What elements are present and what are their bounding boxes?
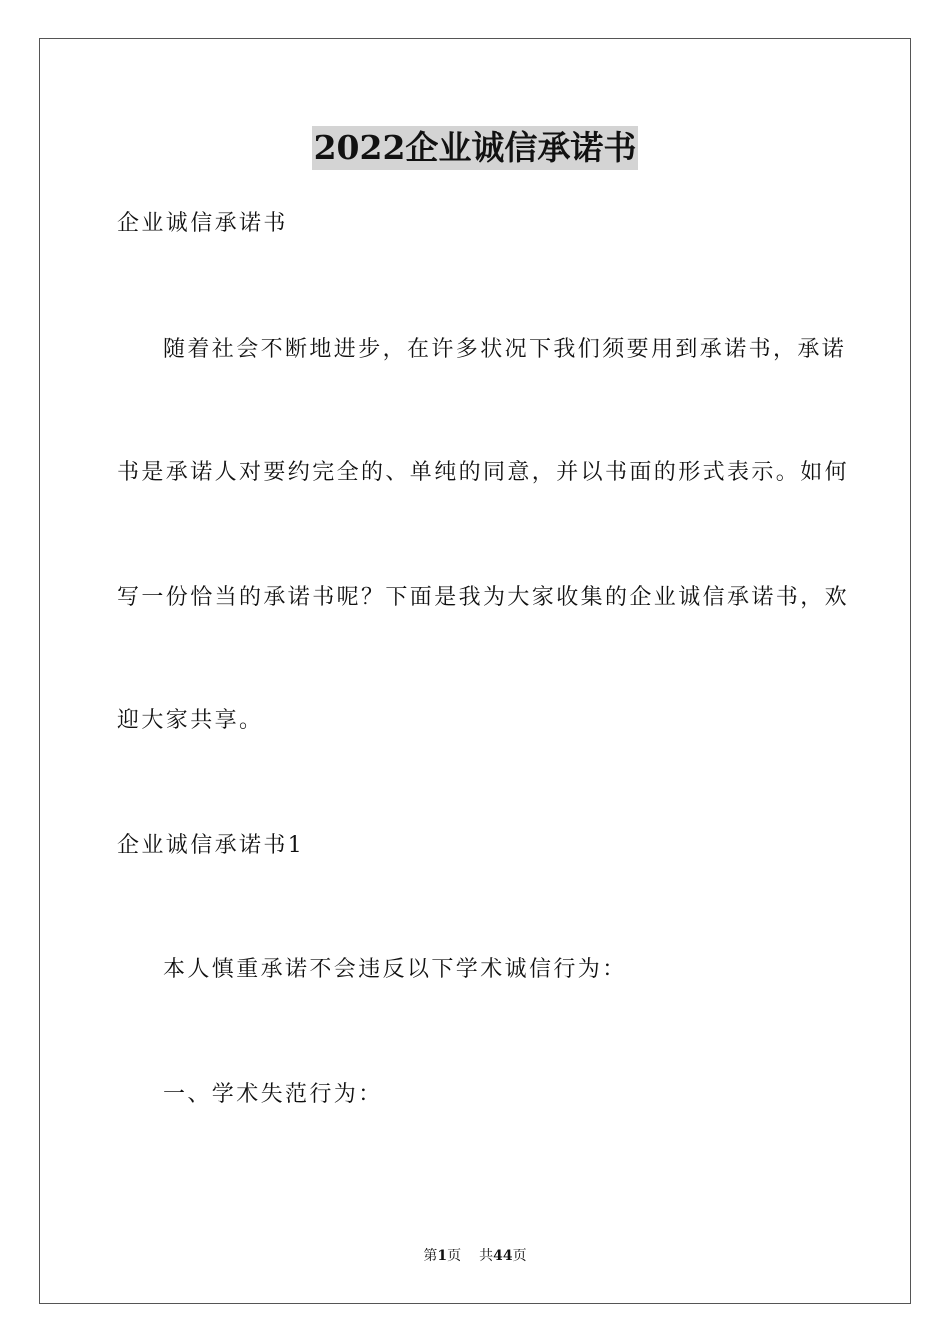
footer-page-prefix: 第: [423, 1248, 438, 1264]
intro-paragraph-line: 书是承诺人对要约完全的、单纯的同意，并以书面的形式表示。如何: [117, 460, 850, 485]
footer-page-number: 1: [437, 1248, 448, 1264]
footer-total-suffix: 页: [512, 1248, 527, 1264]
document-title: 2022企业诚信承诺书: [312, 126, 639, 170]
item-heading: 一、学术失范行为：: [163, 1082, 383, 1107]
intro-paragraph-line: 随着社会不断地进步，在许多状况下我们须要用到承诺书，承诺: [163, 337, 847, 362]
intro-paragraph-line: 迎大家共享。: [117, 708, 264, 733]
footer-total-pages: 44: [493, 1248, 513, 1264]
document-subtitle: 企业诚信承诺书: [117, 211, 288, 236]
pledge-line: 本人慎重承诺不会违反以下学术诚信行为：: [163, 957, 627, 982]
intro-paragraph-line: 写一份恰当的承诺书呢？下面是我为大家收集的企业诚信承诺书，欢: [117, 585, 850, 610]
title-wrap: [0, 126, 950, 170]
page-footer: [0, 1246, 950, 1266]
section-heading: 企业诚信承诺书1: [117, 833, 305, 858]
footer-page-suffix: 页: [447, 1248, 462, 1264]
footer-total-prefix: 共: [479, 1248, 494, 1264]
